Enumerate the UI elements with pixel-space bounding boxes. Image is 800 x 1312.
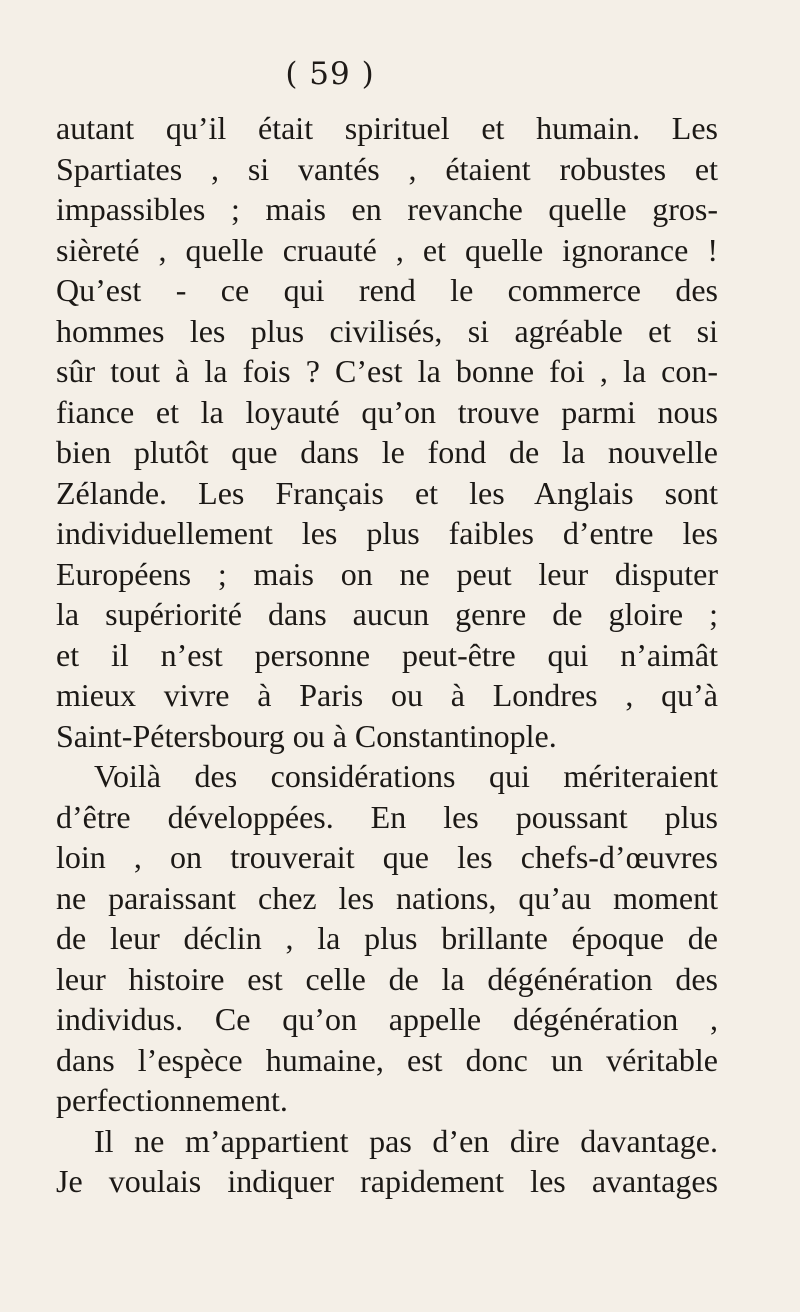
page-number: ( 59 ): [285, 56, 375, 92]
text-line: loin , on trouverait que les chefs-d’œuvres: [56, 839, 718, 875]
text-line: individus. Ce qu’on appelle dégénération ,: [56, 1001, 718, 1037]
text-line: impassibles ; mais en revanche quelle gros-: [56, 191, 718, 227]
text-line: hommes les plus civilisés, si agréable et si: [56, 312, 718, 349]
text-line: Zélande. Les Français et les Anglais sont: [56, 474, 718, 511]
text-line: Il ne m’appartient pas d’en dire davantage.: [94, 1122, 718, 1159]
text-line: bien plutôt que dans le fond de la nouvelle: [56, 434, 718, 470]
text-line: sûr tout à la fois ? C’est la bonne foi , la con-: [56, 353, 718, 389]
text-line: la supériorité dans aucun genre de gloire ;: [56, 596, 718, 632]
text-line: fiance et la loyauté qu’on trouve parmi nous: [56, 393, 718, 430]
text-line: sièreté , quelle cruauté , et quelle ignorance !: [56, 231, 718, 268]
text-line: Spartiates , si vantés , étaient robustes et: [56, 150, 718, 187]
text-line: dans l’espèce humaine, est donc un véritable: [56, 1041, 718, 1078]
text-line: mieux vivre à Paris ou à Londres , qu’à: [56, 677, 718, 713]
text-line: perfectionnement.: [56, 1082, 288, 1118]
text-line: Je voulais indiquer rapidement les avantages: [56, 1163, 718, 1199]
text-line: de leur déclin , la plus brillante époque de: [56, 920, 718, 956]
text-line: leur histoire est celle de la dégénération des: [56, 960, 718, 997]
text-line: individuellement les plus faibles d’entre les: [56, 515, 718, 551]
text-line: Voilà des considérations qui mériteraient: [94, 758, 718, 794]
text-line: ne paraissant chez les nations, qu’au moment: [56, 879, 718, 916]
text-line: et il n’est personne peut-être qui n’aimât: [56, 636, 718, 673]
body-text: [56, 108, 718, 1202]
text-line: d’être développées. En les poussant plus: [56, 798, 718, 835]
text-line: Saint-Pétersbourg ou à Constantinople.: [56, 717, 557, 754]
text-line: Européens ; mais on ne peut leur disputer: [56, 555, 718, 592]
text-line: autant qu’il était spirituel et humain. Les: [56, 110, 718, 146]
text-line: Qu’est - ce qui rend le commerce des: [56, 272, 718, 308]
